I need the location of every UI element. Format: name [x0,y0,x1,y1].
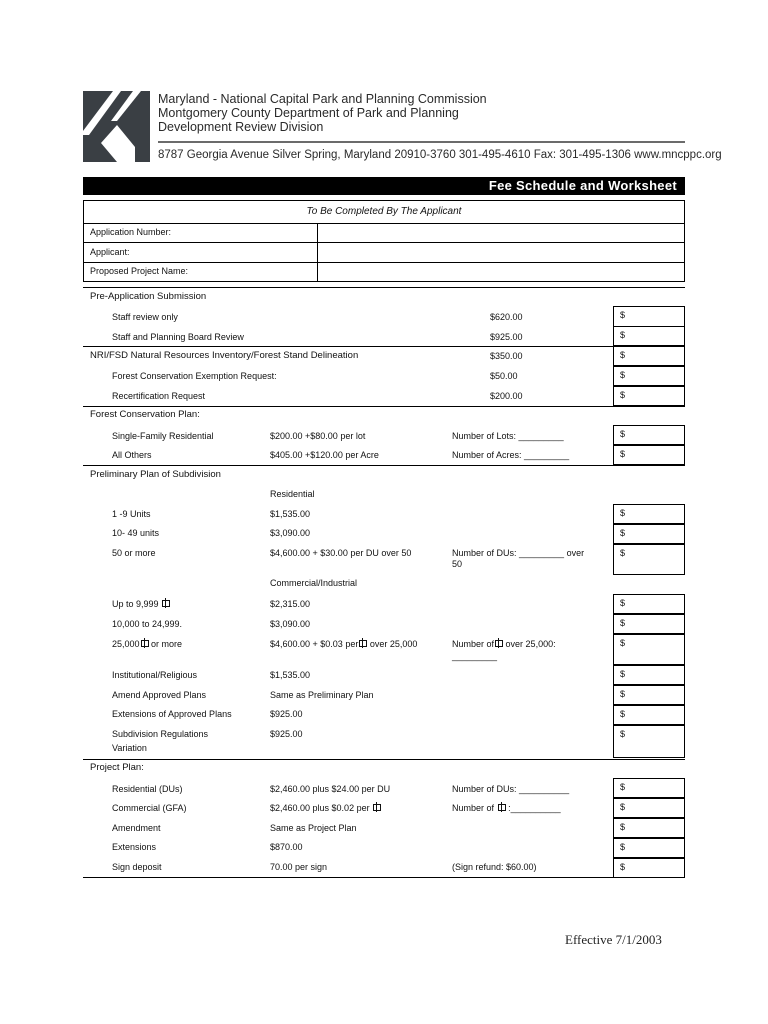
section-divider [83,877,685,878]
amount-field[interactable]: $ [613,306,685,327]
org-name-line-2: Montgomery County Department of Park and Planning [158,106,459,120]
amount-field[interactable]: $ [613,705,685,725]
project-name-field[interactable] [317,262,685,281]
application-number-row [84,223,684,243]
fee-item-label: Staff and Planning Board Review [112,332,244,342]
fee-item-label: Commercial (GFA) [112,803,187,813]
square-feet-symbol-icon [494,638,503,648]
amount-field[interactable]: $ [613,594,685,614]
project-name-label: Proposed Project Name: [90,266,189,276]
fee-item-price: $1,535.00 [270,509,311,519]
amount-field[interactable]: $ [613,838,685,858]
fee-item-label: Subdivision Regulations [112,729,209,739]
applicant-row [84,243,684,263]
section-title-project-plan: Project Plan: [90,762,144,773]
amount-field[interactable]: $ [613,346,685,366]
applicant-caption: To Be Completed By The Applicant [84,201,684,224]
fee-item-label: 10,000 to 24,999. [112,619,183,629]
applicant-box [83,200,685,282]
amount-field[interactable]: $ [613,504,685,524]
page-title: Fee Schedule and Worksheet [83,177,685,195]
amount-field[interactable]: $ [613,326,685,346]
amount-field[interactable]: $ [613,425,685,445]
amount-field[interactable]: $ [613,798,685,818]
amount-field[interactable]: $ [613,665,685,685]
fee-item-price: Same as Project Plan [270,823,357,833]
amount-field[interactable]: $ [613,614,685,634]
fee-item-price: Same as Preliminary Plan [270,690,374,700]
section-title-preliminary-plan: Preliminary Plan of Subdivision [90,469,221,480]
application-number-field[interactable] [317,223,685,242]
section-divider [83,465,685,466]
fee-item-price: $350.00 [490,351,523,361]
fee-item-label: 50 or more [112,548,156,558]
square-feet-symbol-icon [358,638,367,648]
fee-item-price: $3,090.00 [270,528,311,538]
fee-item-label: Recertification Request [112,391,206,401]
fee-item-label: Amend Approved Plans [112,690,207,700]
org-name-line-1: Maryland - National Capital Park and Planning Commission [158,92,487,106]
fee-item-price: $50.00 [490,371,518,381]
quantity-field-label: Number of Acres: _________ [452,450,570,460]
fee-item-label: Extensions [112,842,157,852]
amount-field[interactable]: $ [613,778,685,798]
fee-item-price: $2,460.00 plus $0.02 per [270,802,381,814]
address-line: 8787 Georgia Avenue Silver Spring, Maryland 20910-3760 301-495-4610 Fax: 301-495-1306 www.mncppc.org [158,149,722,161]
quantity-field-label: Number of over 25,000: [452,639,556,649]
section-divider [83,346,685,347]
fee-item-price: $925.00 [490,332,523,342]
amount-field[interactable]: $ [613,445,685,465]
square-feet-symbol-icon [497,802,506,812]
quantity-field-label: Number of DUs: _________ over [452,548,585,558]
effective-date: Effective 7/1/2003 [565,932,662,947]
fee-item-price: $2,315.00 [270,599,311,609]
fee-item-price: $405.00 +$120.00 per Acre [270,450,379,460]
quantity-field-label: Number of Lots: _________ [452,431,564,441]
square-feet-symbol-icon [161,598,170,608]
applicant-field[interactable] [317,243,685,262]
fee-item-price: $2,460.00 plus $24.00 per DU [270,784,391,794]
section-divider [83,759,685,760]
subsection-heading: Residential [270,489,315,499]
project-name-row [84,262,684,281]
org-name-line-3: Development Review Division [158,120,324,134]
sign-refund-note: (Sign refund: $60.00) [452,862,537,872]
quantity-field-label: 50 [452,559,463,569]
quantity-field-label: _________ [452,651,498,661]
mncppc-logo [83,91,150,162]
fee-item-label: Amendment [112,823,161,833]
amount-field[interactable]: $ [613,818,685,838]
amount-field[interactable]: $ [613,366,685,386]
quantity-field-label: Number of DUs: __________ [452,784,570,794]
section-divider [83,406,685,407]
subsection-heading: Commercial/Industrial [270,578,358,588]
section-divider [83,287,685,288]
fee-item-price: 70.00 per sign [270,862,328,872]
fee-item-price: $620.00 [490,312,523,322]
fee-item-label: 1 -9 Units [112,509,151,519]
section-title-pre-application: Pre-Application Submission [90,291,207,302]
amount-field[interactable]: $ [613,544,685,575]
amount-field[interactable]: $ [613,725,685,758]
fee-item-label: Staff review only [112,312,178,322]
fee-item-label: Institutional/Religious [112,670,198,680]
fee-item-label: Forest Conservation Exemption Request: [112,371,277,381]
amount-field[interactable]: $ [613,386,685,406]
square-feet-symbol-icon [140,638,149,648]
section-title-nri: NRI/FSD Natural Resources Inventory/Forest Stand Delineation [90,350,359,361]
amount-field[interactable]: $ [613,685,685,705]
square-feet-symbol-icon [372,802,381,812]
fee-item-price: $4,600.00 + $30.00 per DU over 50 [270,548,412,558]
fee-item-price: $200.00 [490,391,523,401]
fee-item-label: 25,000 or more [112,639,183,649]
fee-item-label: Variation [112,743,147,753]
application-number-label: Application Number: [90,227,172,237]
fee-item-price: $1,535.00 [270,670,311,680]
fee-item-label: Sign deposit [112,862,162,872]
fee-item-price: $4,600.00 + $0.03 per over 25,000 [270,639,418,649]
fee-item-price: $925.00 [270,729,303,739]
fee-item-price: $925.00 [270,709,303,719]
applicant-label: Applicant: [90,247,130,257]
fee-item-label: Up to 9,999 [112,598,170,610]
amount-field[interactable]: $ [613,634,685,665]
fee-item-label: Extensions of Approved Plans [112,709,232,719]
fee-item-price: $870.00 [270,842,303,852]
header-divider [158,141,685,143]
fee-item-price: $200.00 +$80.00 per lot [270,431,366,441]
fee-item-label: Single-Family Residential [112,431,214,441]
section-title-forest-conservation: Forest Conservation Plan: [90,409,200,420]
fee-item-label: Residential (DUs) [112,784,183,794]
amount-field[interactable]: $ [613,858,685,878]
amount-field[interactable]: $ [613,524,685,544]
fee-item-label: All Others [112,450,152,460]
fee-item-label: 10- 49 units [112,528,160,538]
quantity-field-label: Number of :__________ [452,803,561,813]
fee-item-price: $3,090.00 [270,619,311,629]
